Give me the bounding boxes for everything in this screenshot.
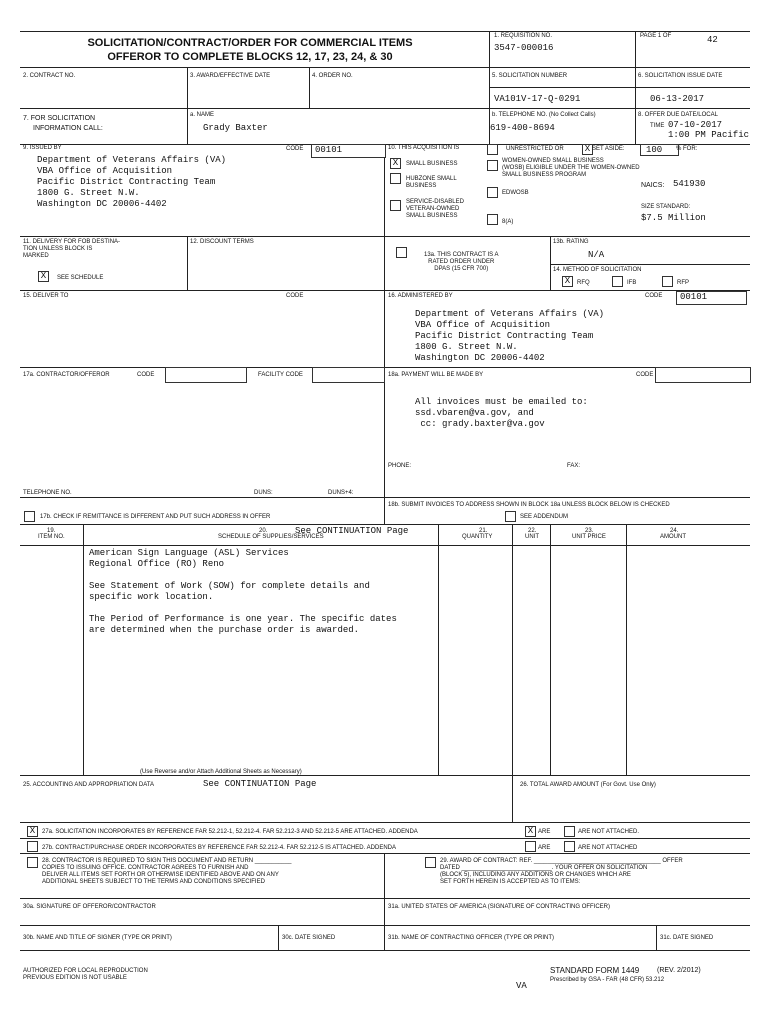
footer-prescribed: Prescribed by GSA - FAR (48 CFR) 53.212 xyxy=(550,977,665,983)
b7-label: 7. FOR SOLICITATION xyxy=(23,115,96,122)
col19-header: ITEM NO. xyxy=(38,534,65,540)
rfp-label: RFP xyxy=(677,280,689,286)
b27b-are-checkbox[interactable] xyxy=(525,841,536,852)
b6-label: 6. SOLICITATION ISSUE DATE xyxy=(638,73,723,79)
b30c-label: 30c. DATE SIGNED xyxy=(282,935,336,941)
b7b-value[interactable]: 619-400-8694 xyxy=(490,123,555,133)
col20-header: SCHEDULE OF SUPPLIES/SERVICES xyxy=(218,534,324,540)
phone-label: PHONE: xyxy=(388,463,412,469)
b18a-label: 18a. PAYMENT WILL BE MADE BY xyxy=(388,372,484,378)
b7a-label: a. NAME xyxy=(190,112,215,118)
b6-value[interactable]: 06-13-2017 xyxy=(650,94,705,104)
telephone-label: TELEPHONE NO. xyxy=(23,490,72,496)
b31b-label: 31b. NAME OF CONTRACTING OFFICER (TYPE OR PRINT) xyxy=(388,935,555,941)
ifb-label: IFB xyxy=(627,280,637,286)
b14-label: 14. METHOD OF SOLICITATION xyxy=(553,267,642,273)
b18b-label: 18b. SUBMIT INVOICES TO ADDRESS SHOWN IN BLOCK 18a UNLESS BLOCK BELOW IS CHECKED xyxy=(388,502,670,508)
col24-num: 24. xyxy=(670,528,679,534)
b13b-value[interactable]: N/A xyxy=(588,250,605,260)
col21-num: 21. xyxy=(479,528,488,534)
b27a-label: 27a. SOLICITATION INCORPORATES BY REFERENCE FAR 52.212-1, 52.212-4. FAR 52.212-3 AND 52.212-5 ARE ATTACHED. ADDENDA xyxy=(42,829,418,835)
size-value[interactable]: $7.5 Million xyxy=(641,213,706,223)
b27a-checkbox[interactable]: X xyxy=(27,826,38,837)
b8-time-label: TIME xyxy=(650,123,665,129)
b13a-checkbox[interactable] xyxy=(396,247,407,258)
page-total: 42 xyxy=(707,35,718,45)
b17b-label: 17b. CHECK IF REMITTANCE IS DIFFERENT AND PUT SUCH ADDRESS IN OFFER xyxy=(40,514,271,520)
b30a-label: 30a. SIGNATURE OF OFFEROR/CONTRACTOR xyxy=(23,904,156,910)
col20-num: 20. xyxy=(259,528,268,534)
b13b-label: 13b. RATING xyxy=(553,239,589,245)
b7a-value[interactable]: Grady Baxter xyxy=(203,123,268,133)
b31a-label: 31a. UNITED STATES OF AMERICA (SIGNATURE OF CONTRACTING OFFICER) xyxy=(388,904,611,910)
b9-label: 9. ISSUED BY xyxy=(23,145,62,151)
b27a-are-label: ARE xyxy=(538,829,551,835)
b17b-checkbox[interactable] xyxy=(24,511,35,522)
b17a-code-label: CODE xyxy=(137,372,155,378)
b16-label: 16. ADMINISTERED BY xyxy=(388,293,453,299)
b17a-code-field[interactable] xyxy=(165,367,247,383)
b11-see-schedule: SEE SCHEDULE xyxy=(57,275,104,281)
b27b-are-not-checkbox[interactable] xyxy=(564,841,575,852)
b27a-are-not-checkbox[interactable] xyxy=(564,826,575,837)
b16-address: Department of Veterans Affairs (VA) VBA Office of Acquisition Pacific District Contracting Team 1800 G. Street N.W. Washington DC 20006-4402 xyxy=(415,309,605,363)
unrestricted-checkbox[interactable] xyxy=(487,144,498,155)
wosb-label: WOMEN-OWNED SMALL BUSINESS (WOSB) ELIGIBLE UNDER THE WOMEN-OWNED SMALL BUSINESS PROGRAM xyxy=(502,158,640,178)
b10-label: 10. THIS ACQUISITION IS xyxy=(388,145,460,151)
eight-a-label: 8(A) xyxy=(502,219,514,225)
b27b-are-not-label: ARE NOT ATTACHED xyxy=(578,845,638,851)
setaside-label: SET ASIDE: xyxy=(592,146,625,152)
b8-value-time[interactable]: 1:00 PM Pacific xyxy=(668,130,750,140)
b18b-checkbox[interactable] xyxy=(505,511,516,522)
hubzone-label: HUBZONE SMALL BUSINESS xyxy=(406,176,457,189)
unrestricted-label: UNRESTRICTED OR xyxy=(506,146,564,152)
b3-label: 3. AWARD/EFFECTIVE DATE xyxy=(190,73,271,79)
b17a-facility-field[interactable] xyxy=(312,367,385,383)
b16-code-label: CODE xyxy=(645,293,663,299)
b9-code-label: CODE xyxy=(286,146,304,152)
edwosb-label: EDWOSB xyxy=(502,190,529,196)
b18a-code-label: CODE xyxy=(636,372,654,378)
col22-header: UNIT xyxy=(525,534,539,540)
setaside-for: % FOR: xyxy=(676,146,698,152)
b4-label: 4. ORDER NO. xyxy=(312,73,353,79)
reverse-note: (Use Reverse and/or Attach Additional Sheets as Necessary) xyxy=(140,769,302,775)
b26-label: 26. TOTAL AWARD AMOUNT (For Govt. Use Only) xyxy=(520,782,656,788)
b18a-code-field[interactable] xyxy=(655,367,751,383)
duns-label: DUNS: xyxy=(254,490,273,496)
rfp-checkbox[interactable] xyxy=(662,276,673,287)
b9-address: Department of Veterans Affairs (VA) VBA Office of Acquisition Pacific District Contracting Team 1800 G. Street N.W. Washington DC 20006-4402 xyxy=(37,155,227,209)
col23-num: 23. xyxy=(585,528,594,534)
b15-code-label: CODE xyxy=(286,293,304,299)
naics-label: NAICS: xyxy=(641,182,665,189)
wosb-checkbox[interactable] xyxy=(487,160,498,171)
footer-reproduction: AUTHORIZED FOR LOCAL REPRODUCTION PREVIOUS EDITION IS NOT USABLE xyxy=(23,968,148,981)
b7-label2: INFORMATION CALL: xyxy=(33,125,103,132)
b1-label: 1. REQUISITION NO. xyxy=(494,33,553,39)
duns4-label: DUNS+4: xyxy=(328,490,354,496)
ifb-checkbox[interactable] xyxy=(612,276,623,287)
form-title-line2: OFFEROR TO COMPLETE BLOCKS 12, 17, 23, 24, & 30 xyxy=(107,51,393,63)
b5-label: 5. SOLICITATION NUMBER xyxy=(492,73,568,79)
b30b-label: 30b. NAME AND TITLE OF SIGNER (TYPE OR PRINT) xyxy=(23,935,172,941)
b15-label: 15. DELIVER TO xyxy=(23,293,69,299)
setaside-checkbox[interactable]: X xyxy=(582,144,593,155)
b8-label: 8. OFFER DUE DATE/LOCAL xyxy=(638,112,718,118)
b27b-label: 27b. CONTRACT/PURCHASE ORDER INCORPORATES BY REFERENCE FAR 52.212-4. FAR 52.212-5 IS ATTACHED. ADDENDA xyxy=(42,845,396,851)
b7b-label: b. TELEPHONE NO. (No Collect Calls) xyxy=(492,112,596,118)
hubzone-checkbox[interactable] xyxy=(390,173,401,184)
sdvosb-label: SERVICE-DISABLED VETERAN-OWNED SMALL BUSINESS xyxy=(406,199,464,219)
footer-va: VA xyxy=(516,981,527,991)
sdvosb-checkbox[interactable] xyxy=(390,200,401,211)
col21-header: QUANTITY xyxy=(462,534,493,540)
b17a-label: 17a. CONTRACTOR/OFFEROR xyxy=(23,372,110,378)
b28-checkbox[interactable] xyxy=(27,857,38,868)
b8-value-date[interactable]: 07-10-2017 xyxy=(668,120,723,130)
b17a-facility-label: FACILITY CODE xyxy=(258,372,303,378)
b12-label: 12. DISCOUNT TERMS xyxy=(190,239,254,245)
b27a-are-checkbox[interactable]: X xyxy=(525,826,536,837)
b18b-see-addendum: SEE ADDENDUM xyxy=(520,514,569,520)
edwosb-checkbox[interactable] xyxy=(487,187,498,198)
size-label: SIZE STANDARD: xyxy=(641,204,691,210)
b29-text: 29. AWARD OF CONTRACT: REF. ______________________________________ OFFER DATED ___________________________. YOUR OFFER ON SOLICITATION (BLOCK 5), INCLUDING ANY ADDITIONS OR CHANGES WHICH ARE SET FORTH HEREIN IS ACCEPTED AS TO ITEMS: xyxy=(440,858,683,885)
b27a-are-not-label: ARE NOT ATTACHED. xyxy=(578,829,640,835)
b9-code-value[interactable]: 00101 xyxy=(311,144,386,158)
b16-code-value[interactable]: 00101 xyxy=(676,291,747,305)
col24-header: AMOUNT xyxy=(660,534,686,540)
small-business-checkbox[interactable]: X xyxy=(390,158,401,169)
b18a-text: All invoices must be emailed to: ssd.vbaren@va.gov, and cc: grady.baxter@va.gov xyxy=(415,397,588,429)
b27b-are-label: ARE xyxy=(538,845,551,851)
footer-rev: (REV. 2/2012) xyxy=(657,967,701,974)
eight-a-checkbox[interactable] xyxy=(487,214,498,225)
col23-header: UNIT PRICE xyxy=(572,534,606,540)
b11-label: 11. DELIVERY FOR FOB DESTINA- TION UNLESS BLOCK IS MARKED xyxy=(23,239,121,259)
rfq-label: RFQ xyxy=(577,280,590,286)
page-label: PAGE 1 OF xyxy=(640,33,672,39)
b29-checkbox[interactable] xyxy=(425,857,436,868)
b13a-label: 13a. THIS CONTRACT IS A RATED ORDER UNDER DPAS (15 CFR 700) xyxy=(424,252,499,272)
rfq-checkbox[interactable]: X xyxy=(562,276,573,287)
footer-form-name: STANDARD FORM 1449 xyxy=(550,966,640,975)
col22-num: 22. xyxy=(528,528,537,534)
setaside-value[interactable]: 100 xyxy=(640,144,679,156)
b27b-checkbox[interactable] xyxy=(27,841,38,852)
form-title-line1: SOLICITATION/CONTRACT/ORDER FOR COMMERCIAL ITEMS xyxy=(87,37,413,49)
small-business-label: SMALL BUSINESS xyxy=(406,161,458,167)
fax-label: FAX: xyxy=(567,463,581,469)
col19-num: 19. xyxy=(47,528,56,534)
b31c-label: 31c. DATE SIGNED xyxy=(660,935,714,941)
b28-text: 28. CONTRACTOR IS REQUIRED TO SIGN THIS DOCUMENT AND RETURN ___________ COPIES TO ISSUING OFFICE. CONTRACTOR AGREES TO FURNISH AND DELIVER ALL ITEMS SET FORTH OR OTHERWISE IDENTIFIED ABOVE AND ON ANY ADDITIONAL SHEETS SUBJECT TO THE TERMS AND CONDITIONS SPECIFIED xyxy=(42,858,292,885)
b1-value[interactable]: 3547-000016 xyxy=(494,43,554,53)
schedule-description: American Sign Language (ASL) Services Regional Office (RO) Reno See Statement of Work (SOW) for complete details and specific work location. The Period of Performance is one year. The specific dates are determined when the purchase order is awarded. xyxy=(89,548,397,635)
b11-checkbox[interactable]: X xyxy=(38,271,49,282)
b25-value: See CONTINUATION Page xyxy=(203,779,317,789)
naics-value[interactable]: 541930 xyxy=(673,179,706,189)
col20-value: See CONTINUATION Page xyxy=(295,526,409,536)
b2-label: 2. CONTRACT NO. xyxy=(23,73,76,79)
b25-label: 25. ACCOUNTING AND APPROPRIATION DATA xyxy=(23,782,155,788)
b5-value[interactable]: VA101V-17-Q-0291 xyxy=(494,94,581,104)
